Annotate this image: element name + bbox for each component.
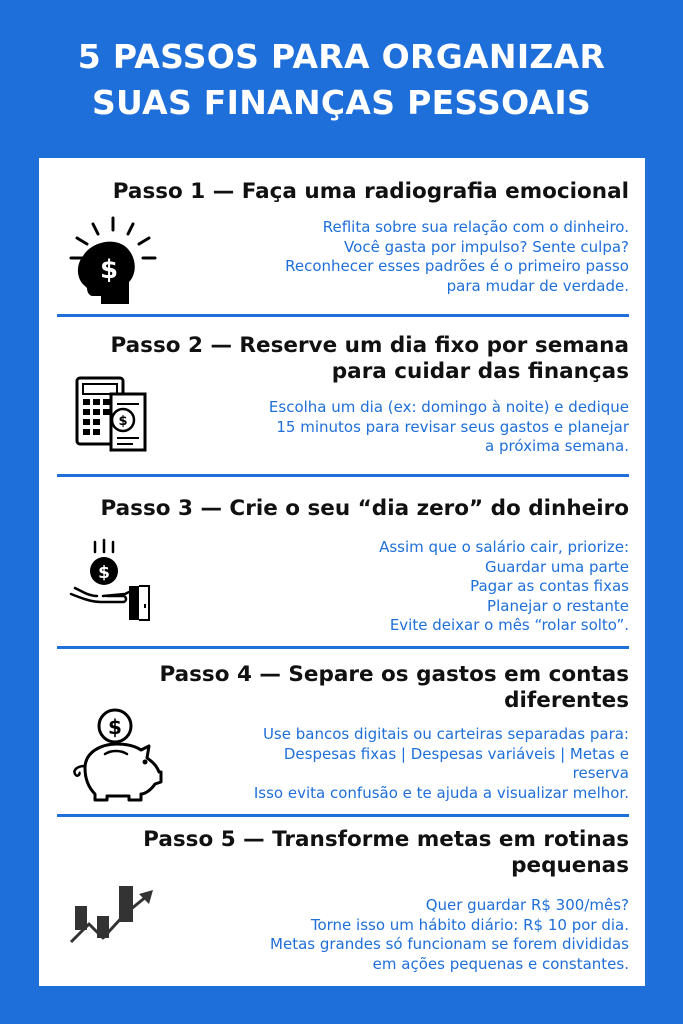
- svg-text:$: $: [118, 414, 128, 429]
- step-4-title: Passo 4 — Separe os gastos em contas diferentes: [159, 662, 629, 713]
- svg-text:$: $: [108, 715, 122, 739]
- step-4-body: Use bancos digitais ou carteiras separadas para: Despesas fixas | Despesas variáveis | Metas e reserva Isso evita confusão e te ajuda a visualizar melhor.: [253, 725, 629, 802]
- piggy-bank-icon: [65, 706, 165, 802]
- step-5-body: Quer guardar R$ 300/mês? Torne isso um hábito diário: R$ 10 por dia. Metas grandes só funcionam se forem divididas em ações pequenas e constantes.: [270, 896, 629, 973]
- step-3-body: Assim que o salário cair, priorize: Guardar uma parte Pagar as contas fixas Planejar o restante Evite deixar o mês “rolar solto”.: [379, 538, 629, 634]
- growth-chart-icon: [67, 880, 157, 950]
- calculator-invoice-icon: [73, 374, 153, 454]
- step-5-title: Passo 5 — Transforme metas em rotinas pequenas: [143, 827, 629, 878]
- page-title: [0, 34, 683, 126]
- hand-coin-icon: [67, 538, 157, 628]
- svg-text:$: $: [98, 563, 110, 583]
- divider-2: [57, 474, 629, 477]
- page-title-line-2: SUAS FINANÇAS PESSOAIS: [91, 83, 592, 122]
- step-1-title: Passo 1 — Faça uma radiografia emocional: [112, 179, 629, 204]
- svg-text:$: $: [99, 255, 119, 285]
- divider-1: [57, 314, 629, 317]
- step-2-body: Escolha um dia (ex: domingo à noite) e dedique 15 minutos para revisar seus gastos e planejar a próxima semana.: [268, 398, 629, 455]
- steps-card: [39, 158, 645, 986]
- step-2-title: Passo 2 — Reserve um dia fixo por semana para cuidar das finanças: [110, 333, 629, 384]
- step-1-body: Reflita sobre sua relação com o dinheiro. Você gasta por impulso? Sente culpa? Reconhecer esses padrões é o primeiro passo para mudar de verdade.: [285, 218, 629, 295]
- head-dollar-icon: [63, 214, 163, 308]
- step-3-title: Passo 3 — Crie o seu “dia zero” do dinheiro: [100, 496, 629, 521]
- divider-4: [57, 814, 629, 817]
- divider-3: [57, 646, 629, 649]
- page-title-line-1: 5 PASSOS PARA ORGANIZAR: [77, 37, 606, 76]
